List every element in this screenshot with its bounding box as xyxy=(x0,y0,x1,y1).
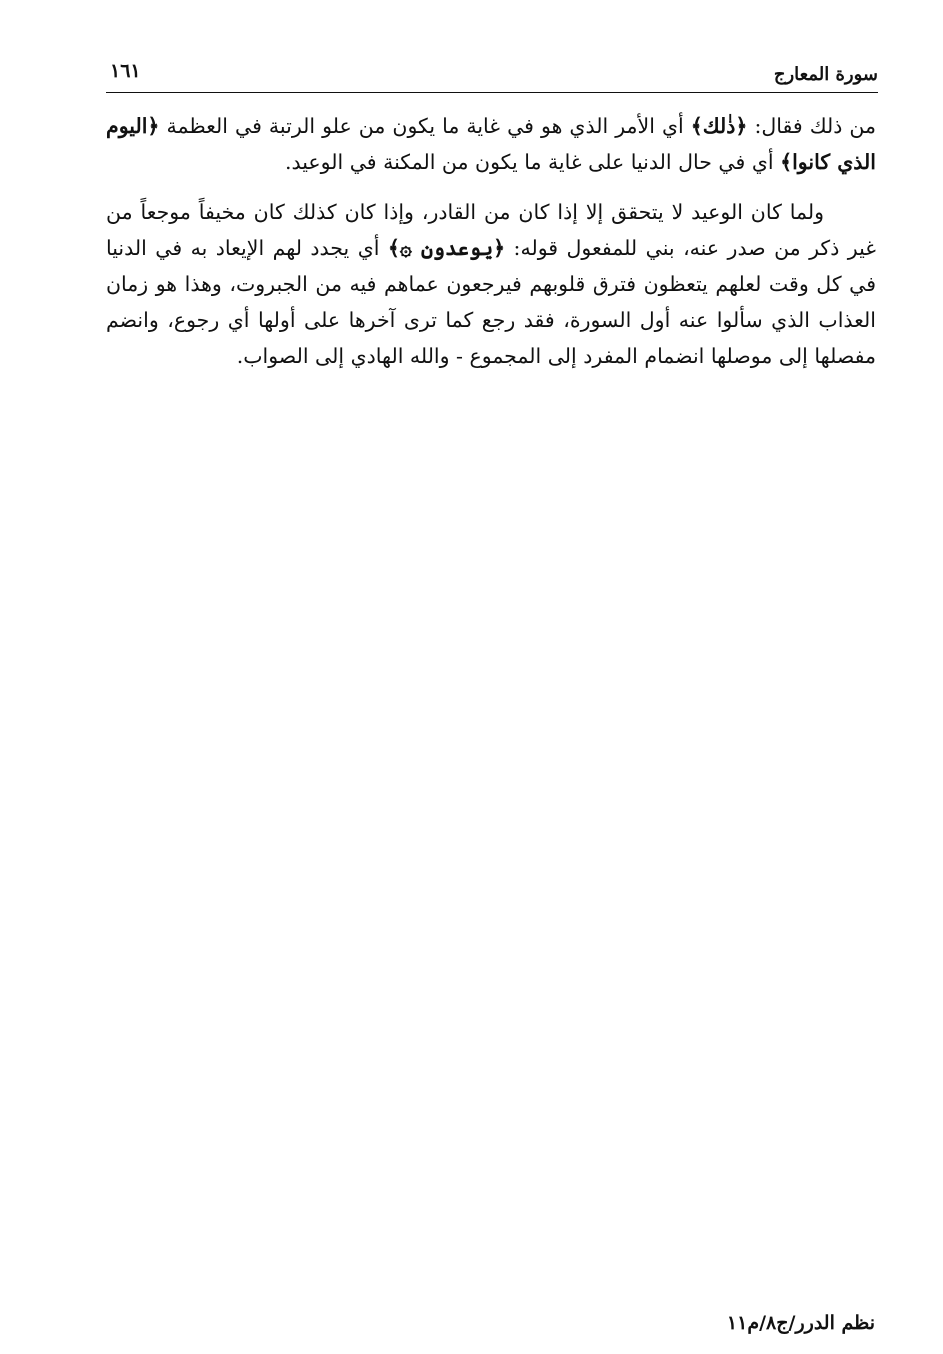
text-run: أي في حال الدنيا على غاية ما يكون من المكنة في الوعيد. xyxy=(284,150,781,174)
paragraph-2 xyxy=(106,194,876,374)
running-title: سورة المعارج xyxy=(773,64,878,85)
body-text xyxy=(106,108,876,374)
paragraph-1 xyxy=(106,108,876,180)
text-run: من ذلك فقال: xyxy=(747,114,876,138)
quran-quote: ﴿يوعدون ۞﴾ xyxy=(387,236,506,260)
footer-signature: نظم الدرر/ج٨/م١١ xyxy=(726,1312,875,1334)
quran-quote: ﴿ذٰلك﴾ xyxy=(690,114,748,138)
text-run: أي الأمر الذي هو في غاية ما يكون من علو الرتبة في العظمة xyxy=(159,114,691,138)
quran-quote: ﴿اليوم الذي كانوا﴾ xyxy=(106,114,876,174)
header-rule xyxy=(106,92,878,93)
page-number: ١٦١ xyxy=(110,60,141,82)
text-run: أي يجدد لهم الإيعاد به في الدنيا في كل وقت لعلهم يتعظون فترق قلوبهم فيرجعون عماهم فيه من الجبروت، وهذا هو زمان العذاب الذي سألوا عنه أول السورة، فقد رجع كما ترى آخرها على أولها أي رجوع، وانضم مفصلها إلى موصلها انضمام المفرد إلى المجموع - والله الهادي إلى الصواب. xyxy=(106,236,876,368)
text-run: ولما كان الوعيد لا يتحقق إلا إذا كان من القادر، وإذا كان كذلك كان مخيفاً موجعاً من غير ذكر من صدر عنه، بني للمفعول قوله: xyxy=(106,200,876,260)
page-header xyxy=(106,58,878,92)
